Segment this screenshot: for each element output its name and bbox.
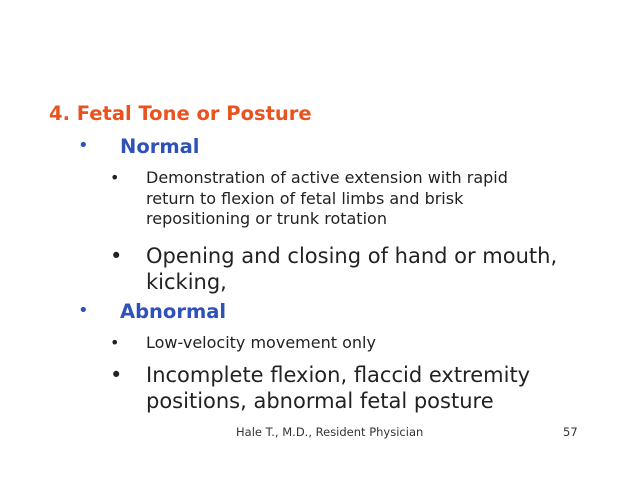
item-line: repositioning or trunk rotation	[146, 209, 387, 228]
item-line: kicking,	[146, 270, 227, 294]
item-line: Low-velocity movement only	[146, 333, 376, 352]
item-line: return to flexion of fetal limbs and brisk	[146, 188, 464, 208]
bullet-icon: •	[110, 333, 120, 352]
footer-author: Hale T., M.D., Resident Physician	[236, 425, 424, 439]
item-line: positions, abnormal fetal posture	[146, 389, 494, 413]
item-line: Opening and closing of hand or mouth,	[146, 244, 558, 268]
item-line: Demonstration of active extension with rapid	[146, 168, 508, 187]
section-label: Abnormal	[120, 300, 227, 323]
bullet-icon: •	[110, 363, 123, 387]
bullet-icon: •	[110, 244, 123, 268]
item-line: Incomplete flexion, flaccid extremity	[146, 363, 531, 387]
page-number: 57	[563, 425, 578, 439]
bullet-icon: •	[110, 168, 120, 187]
bullet-icon: •	[78, 135, 89, 156]
section-label: Normal	[120, 135, 200, 158]
slide-heading: 4. Fetal Tone or Posture	[49, 102, 312, 125]
bullet-icon: •	[78, 300, 89, 321]
